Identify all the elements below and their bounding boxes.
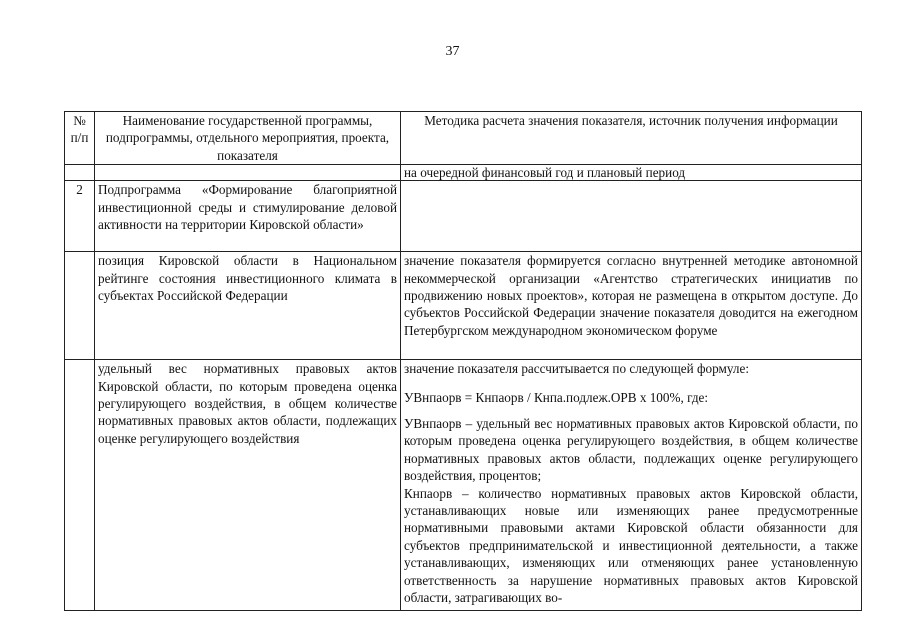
table-row-indicator-share	[65, 360, 862, 611]
formula: УВнпаорв = Кнпаорв / Кнпа.подлеж.ОРВ х 100%, где:	[404, 389, 709, 405]
continuation-text: на очередной финансовый год и плановый период	[401, 165, 862, 181]
indicator-name: позиция Кировской области в Национальном рейтинге состояния инвестиционного климата в субъектах Российской Федерации	[95, 252, 401, 360]
table-header-row	[65, 112, 862, 165]
header-number: № п/п	[65, 112, 95, 165]
row-number	[65, 252, 95, 360]
method-intro: значение показателя рассчитывается по следующей формуле:	[404, 361, 750, 377]
row-number: 2	[65, 181, 95, 252]
indicator-method	[401, 360, 862, 611]
indicator-name: удельный вес нормативных правовых актов Кировской области, по которым проведена оценка регулирующего воздействия, в общем количестве нормативных правовых актов области, подлежащих оценке регулирующего воздействия	[95, 360, 401, 611]
table-cell-empty	[65, 165, 95, 181]
header-method: Методика расчета значения показателя, источник получения информации	[401, 112, 862, 165]
indicator-methodology-table	[64, 111, 862, 611]
table-row-indicator-rating	[65, 252, 862, 360]
subprogram-name: Подпрограмма «Формирование благоприятной инвестиционной среды и стимулирование деловой активности на территории Кировской области»	[95, 181, 401, 252]
page-number: 37	[445, 44, 460, 59]
definition-knpaorv: Кнпаорв – количество нормативных правовых актов Кировской области, устанавливающих новые или изменяющих ранее предусмотренные нормативными правовыми актами Кировской области обязанности для субъектов предпринимательской и инвестиционной деятельности, а также устанавливающих, изменяющих или отменяющих ранее установленную ответственность за нарушение нормативных правовых актов Кировской области, затрагивающих во-	[404, 485, 858, 606]
definition-uvnpaorv: УВнпаорв – удельный вес нормативных правовых актов Кировской области, по которым проведена оценка регулирующего воздействия, в общем количестве нормативных правовых актов области, подлежащих оценке регулирующего воздействия, процентов;	[404, 416, 858, 484]
row-number	[65, 360, 95, 611]
header-name: Наименование государственной программы, подпрограммы, отдельного мероприятия, проекта, показателя	[95, 112, 401, 165]
subprogram-method	[401, 181, 862, 252]
indicator-method: значение показателя формируется согласно внутренней методике автономной некоммерческой организации «Агентство стратегических инициатив по продвижению новых проектов», которая не размещена в открытом доступе. До субъектов Российской Федерации значение показателя доводится на ежегодном Петербургском международном экономическом форуме	[401, 252, 862, 360]
table-cell-empty	[95, 165, 401, 181]
table-row-subprogram	[65, 181, 862, 252]
table-row-continuation	[65, 165, 862, 181]
